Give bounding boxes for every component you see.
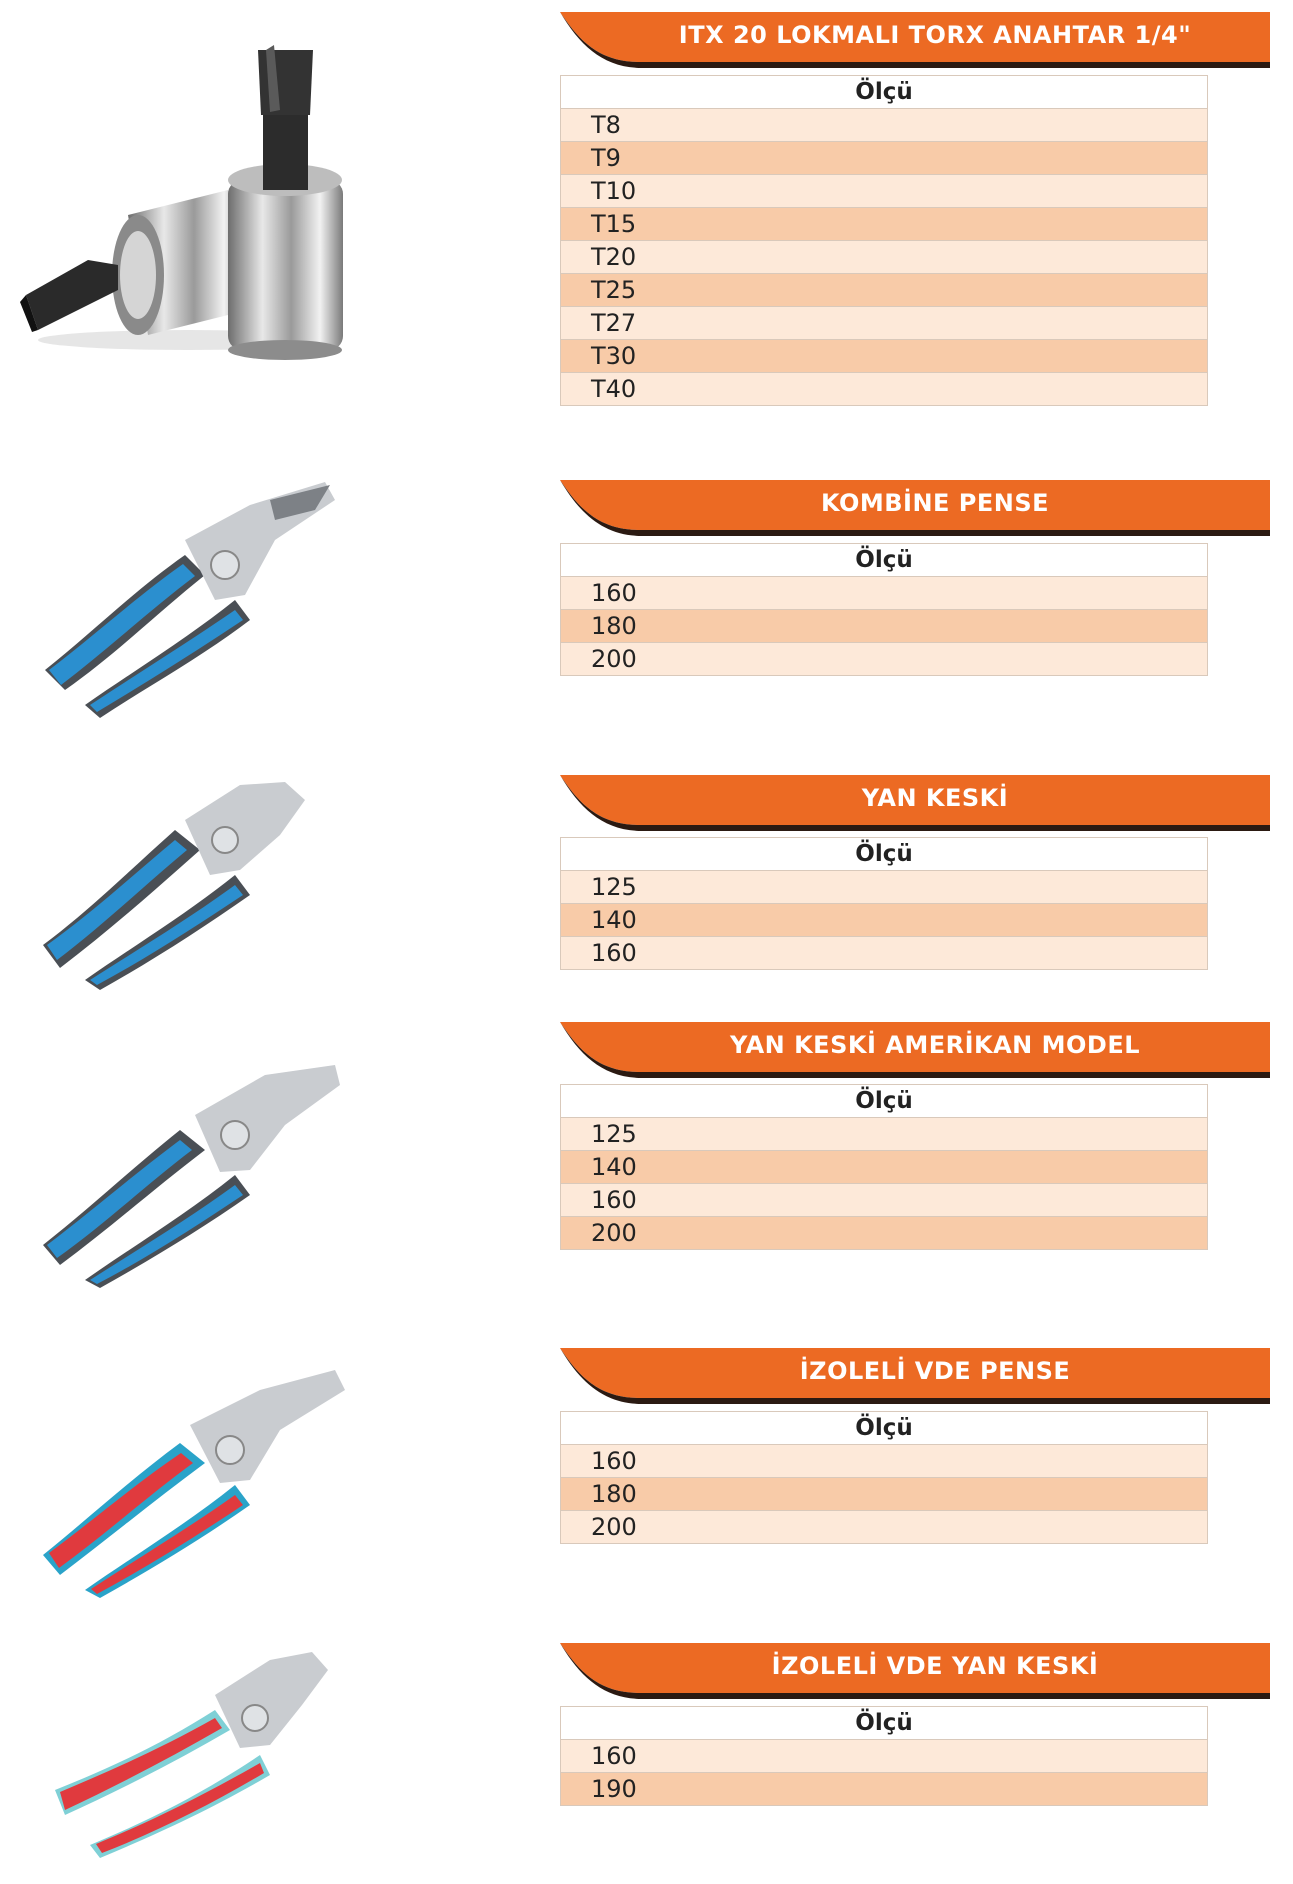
table-row [561, 1773, 1208, 1806]
section-title: ITX 20 LOKMALI TORX ANAHTAR 1/4" [678, 21, 1192, 49]
section-title: YAN KESKİ AMERİKAN MODEL [729, 1031, 1141, 1059]
section-banner [560, 1643, 1270, 1699]
size-cell: 160 [561, 1445, 1208, 1478]
size-cell: T15 [561, 208, 1208, 241]
column-header: Ölçü [561, 1707, 1208, 1740]
size-cell: 125 [561, 1118, 1208, 1151]
section-banner [560, 1348, 1270, 1404]
table-row [561, 1184, 1208, 1217]
size-cell: 200 [561, 643, 1208, 676]
table-row [561, 577, 1208, 610]
table-row [561, 871, 1208, 904]
size-cell: 140 [561, 1151, 1208, 1184]
size-cell: T9 [561, 142, 1208, 175]
section-banner [560, 480, 1270, 536]
size-cell: T10 [561, 175, 1208, 208]
size-table [560, 837, 1208, 970]
column-header: Ölçü [561, 76, 1208, 109]
torx-socket-bits-image [18, 40, 358, 360]
table-row [561, 340, 1208, 373]
section-title: İZOLELİ VDE YAN KESKİ [771, 1652, 1099, 1680]
size-cell: T25 [561, 274, 1208, 307]
section-title: KOMBİNE PENSE [820, 489, 1050, 517]
size-table [560, 543, 1208, 676]
combination-pliers-image [35, 480, 355, 720]
size-cell: 125 [561, 871, 1208, 904]
table-row [561, 610, 1208, 643]
table-row [561, 373, 1208, 406]
size-cell: 160 [561, 937, 1208, 970]
table-row [561, 1151, 1208, 1184]
size-table [560, 1084, 1208, 1250]
size-cell: T20 [561, 241, 1208, 274]
table-row [561, 937, 1208, 970]
size-cell: 190 [561, 1773, 1208, 1806]
table-row [561, 904, 1208, 937]
size-cell: 200 [561, 1511, 1208, 1544]
table-row [561, 1740, 1208, 1773]
table-row [561, 1511, 1208, 1544]
section-banner [560, 12, 1270, 68]
size-table [560, 1706, 1208, 1806]
size-cell: 180 [561, 1478, 1208, 1511]
vde-insulated-side-cutter-image [50, 1650, 350, 1860]
table-row [561, 1478, 1208, 1511]
table-row [561, 208, 1208, 241]
section-banner [560, 775, 1270, 831]
size-cell: 180 [561, 610, 1208, 643]
column-header: Ölçü [561, 1412, 1208, 1445]
side-cutter-image [35, 780, 355, 990]
table-row [561, 109, 1208, 142]
size-cell: T30 [561, 340, 1208, 373]
size-cell: T40 [561, 373, 1208, 406]
size-cell: 160 [561, 1184, 1208, 1217]
table-row [561, 1445, 1208, 1478]
column-header: Ölçü [561, 1085, 1208, 1118]
american-side-cutter-image [35, 1060, 355, 1290]
section-title: İZOLELİ VDE PENSE [799, 1357, 1071, 1385]
size-cell: 160 [561, 1740, 1208, 1773]
table-row [561, 175, 1208, 208]
size-cell: 200 [561, 1217, 1208, 1250]
size-cell: 140 [561, 904, 1208, 937]
size-table [560, 75, 1208, 406]
size-cell: T8 [561, 109, 1208, 142]
table-row [561, 307, 1208, 340]
table-row [561, 1118, 1208, 1151]
table-row [561, 241, 1208, 274]
section-banner [560, 1022, 1270, 1078]
size-cell: T27 [561, 307, 1208, 340]
table-row [561, 274, 1208, 307]
table-row [561, 142, 1208, 175]
table-row [561, 643, 1208, 676]
table-row [561, 1217, 1208, 1250]
size-table [560, 1411, 1208, 1544]
column-header: Ölçü [561, 544, 1208, 577]
section-title: YAN KESKİ [861, 784, 1009, 812]
vde-insulated-pliers-image [35, 1365, 355, 1600]
size-cell: 160 [561, 577, 1208, 610]
column-header: Ölçü [561, 838, 1208, 871]
